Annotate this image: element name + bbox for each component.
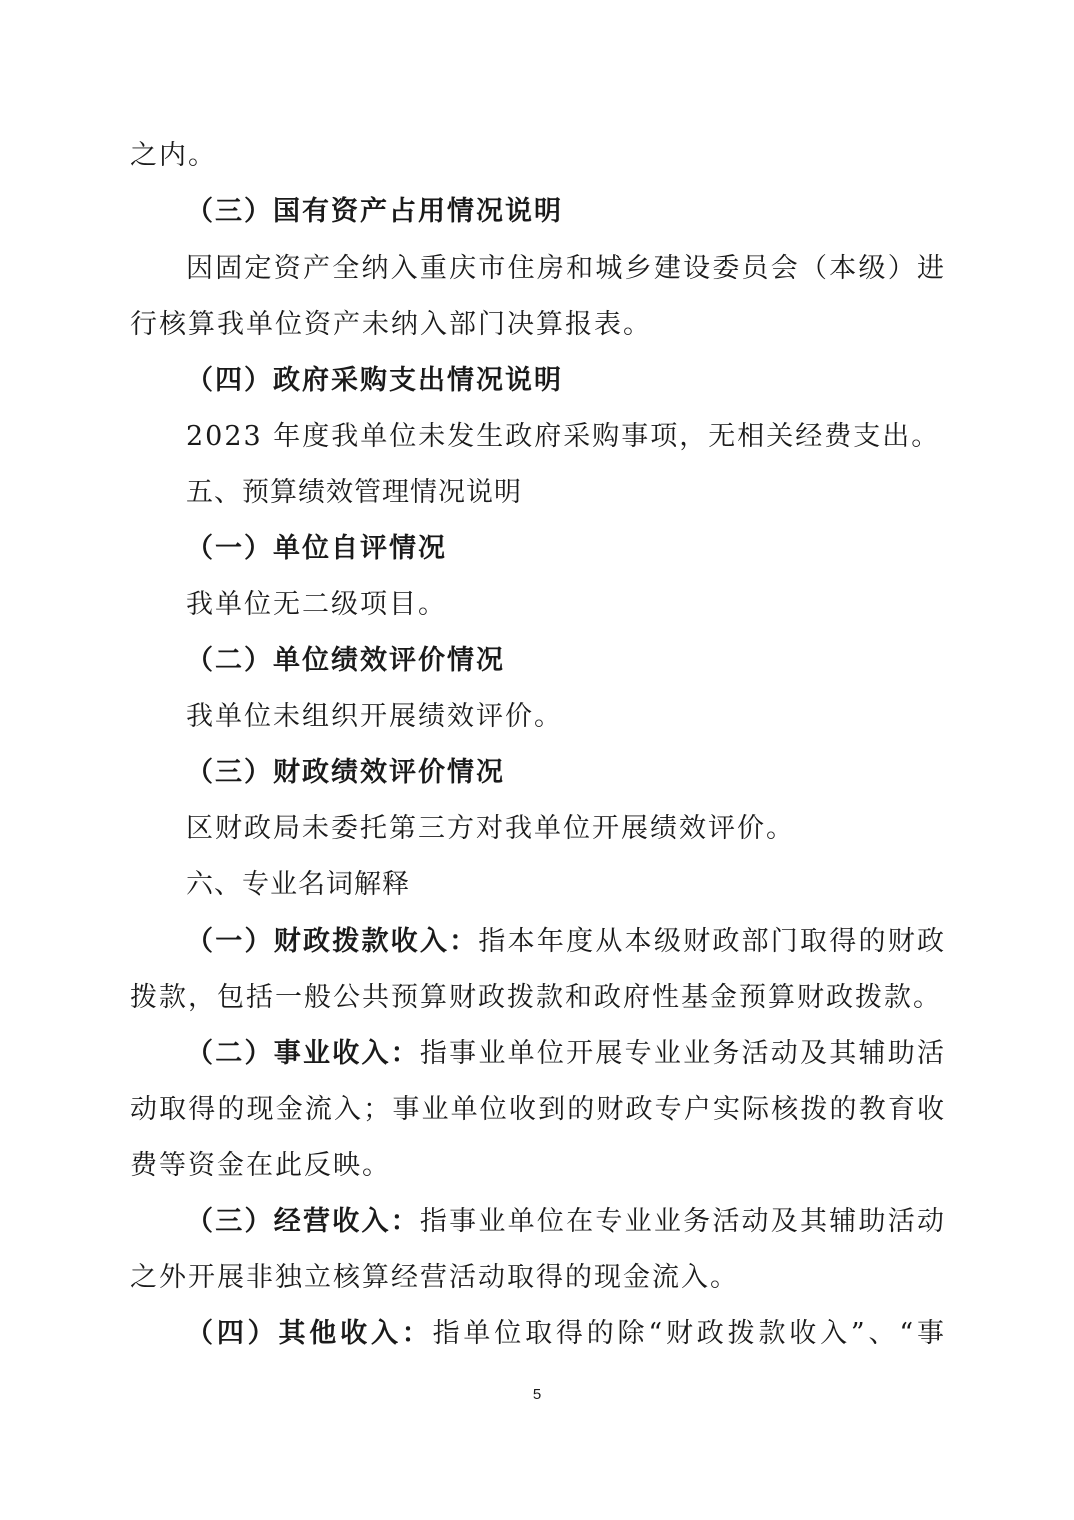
paragraph-government-procurement: 2023 年度我单位未发生政府采购事项，无相关经费支出。 [186, 421, 941, 452]
paragraph-fiscal-evaluation: 区财政局未委托第三方对我单位开展绩效评价。 [186, 813, 795, 844]
glossary-item-other-income-line-1 [186, 1314, 946, 1354]
section-heading-glossary: 六、专业名词解释 [186, 869, 410, 900]
heading-fiscal-evaluation: （三）财政绩效评价情况 [186, 757, 505, 788]
heading-government-procurement: （四）政府采购支出情况说明 [186, 365, 563, 396]
continuation-line: 之内。 [130, 140, 217, 171]
glossary-item-fiscal-appropriation-line-2: 拨款，包括一般公共预算财政拨款和政府性基金预算财政拨款。 [130, 982, 942, 1013]
glossary-item-business-income-line-2: 动取得的现金流入；事业单位收到的财政专户实际核拨的教育收 [130, 1094, 946, 1125]
glossary-item-business-income-line-1 [186, 1034, 946, 1074]
glossary-item-business-income-line-3: 费等资金在此反映。 [130, 1150, 391, 1181]
glossary-definition: 指事业单位开展专业业务活动及其辅助活 [419, 1038, 946, 1069]
glossary-definition: 指事业单位在专业业务活动及其辅助活动 [419, 1206, 946, 1237]
glossary-term: （三）经营收入： [186, 1206, 420, 1237]
glossary-term: （二）事业收入： [186, 1038, 420, 1069]
page-number: 5 [532, 1386, 542, 1403]
heading-state-assets: （三）国有资产占用情况说明 [186, 196, 563, 227]
glossary-term: （一）财政拨款收入： [186, 926, 479, 957]
paragraph-state-assets-line-2: 行核算我单位资产未纳入部门决算报表。 [130, 309, 652, 340]
glossary-item-operating-income-line-2: 之外开展非独立核算经营活动取得的现金流入。 [130, 1262, 739, 1293]
paragraph-state-assets-line-1: 因固定资产全纳入重庆市住房和城乡建设委员会（本级）进 [186, 253, 946, 284]
heading-unit-evaluation: （二）单位绩效评价情况 [186, 645, 505, 676]
paragraph-unit-evaluation: 我单位未组织开展绩效评价。 [186, 701, 563, 732]
glossary-definition: 指单位取得的除“财政拨款收入”、“事 [432, 1318, 946, 1349]
paragraph-self-evaluation: 我单位无二级项目。 [186, 589, 447, 620]
glossary-term: （四）其他收入： [186, 1318, 433, 1349]
glossary-item-fiscal-appropriation-line-1 [186, 922, 946, 962]
heading-self-evaluation: （一）单位自评情况 [186, 533, 447, 564]
glossary-item-operating-income-line-1 [186, 1202, 946, 1242]
section-heading-performance: 五、预算绩效管理情况说明 [186, 477, 522, 508]
glossary-definition: 指本年度从本级财政部门取得的财政 [478, 926, 946, 957]
